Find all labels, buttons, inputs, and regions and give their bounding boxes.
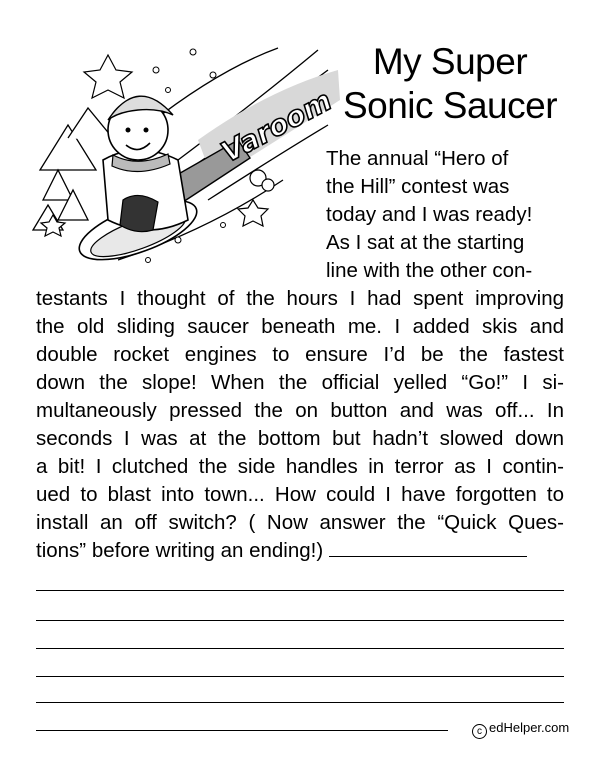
story-last-line-text: tions” before writing an ending!) [36,539,324,562]
story-line: the old sliding saucer beneath me. I added skis and [36,315,564,338]
title-line-1: My Super [372,41,528,82]
story-line: testants I thought of the hours I had spent improving [36,287,564,310]
story-line: As I sat at the starting [326,231,525,254]
story-line: the Hill” contest was [326,175,510,198]
copyright-icon: c [472,724,487,739]
writing-line[interactable] [36,676,564,677]
copyright-text: edHelper.com [489,720,570,735]
story-last-line [36,538,527,564]
story-line: seconds I was at the bottom but hadn’t slowed down [36,427,564,450]
writing-line[interactable] [36,730,448,731]
story-line: ued to blast into town... How could I have forgotten to [36,483,564,506]
answer-blank-inline[interactable] [329,538,527,557]
story-line: down the slope! When the official yelled “Go!” I si- [36,371,564,394]
story-line: The annual “Hero of [326,147,509,170]
writing-line[interactable] [36,648,564,649]
title-line-2: Sonic Saucer [342,85,558,126]
story-line: install an off switch? ( Now answer the “Quick Ques- [36,511,564,534]
story-line: today and I was ready! [326,203,533,226]
svg-text:Varoom: Varoom [215,83,338,170]
story-line: line with the other con- [326,259,533,282]
story-line: multaneously pressed the on button and was off... In [36,399,564,422]
writing-line[interactable] [36,620,564,621]
copyright-notice [472,720,569,739]
story-line: a bit! I clutched the side handles in terror as I contin- [36,455,564,478]
story-line: double rocket engines to ensure I’d be the fastest [36,343,564,366]
writing-line[interactable] [36,590,564,591]
writing-line[interactable] [36,702,564,703]
